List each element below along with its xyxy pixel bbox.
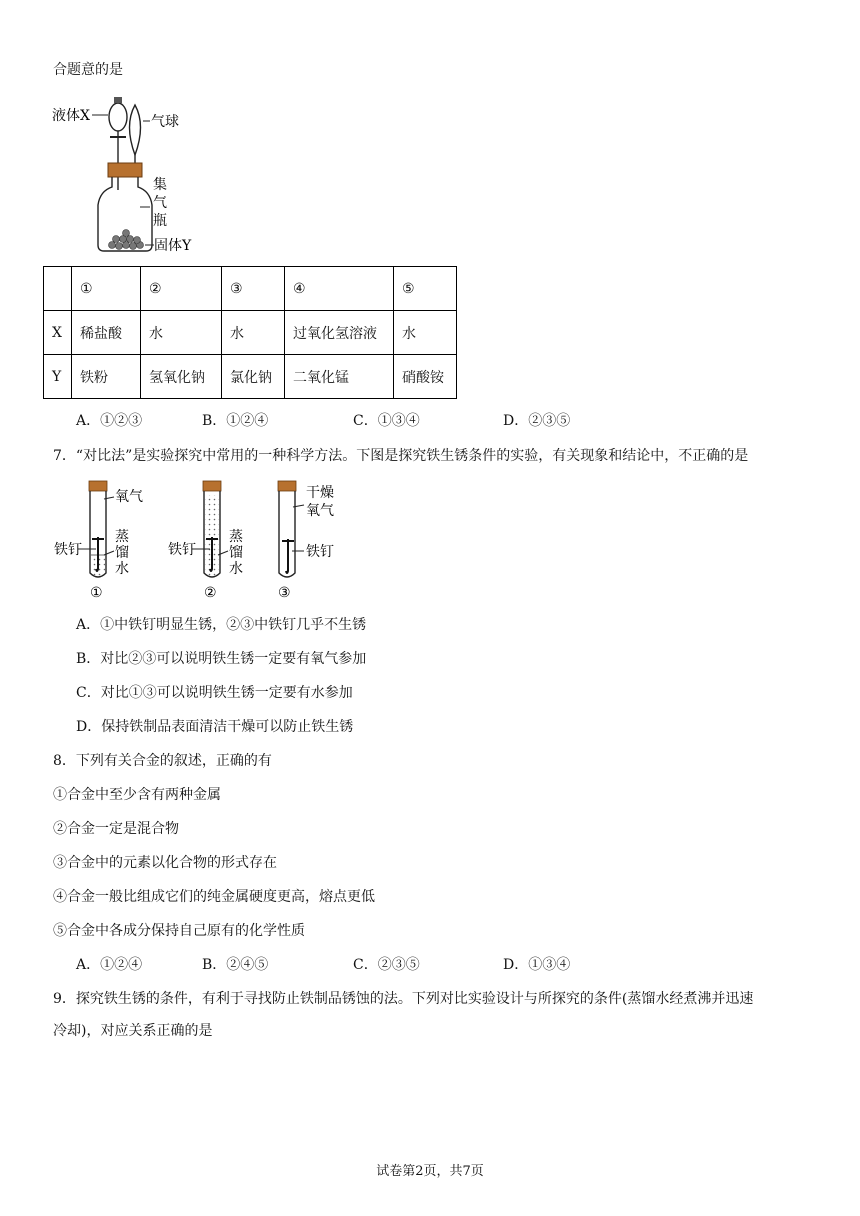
table-cell: 过氧化氢溶液	[285, 311, 394, 355]
q8-statement-1: ①合金中至少含有两种金属	[53, 787, 221, 803]
label-water-2b: 馏	[229, 545, 243, 561]
table-cell: 水	[222, 311, 285, 355]
table-cell: 稀盐酸	[72, 311, 141, 355]
table-cell: ②	[141, 267, 222, 311]
q8-option-d: D．①③④	[503, 957, 571, 973]
label-water-2a: 蒸	[229, 529, 243, 545]
q6-option-d: D．②③⑤	[503, 413, 571, 429]
q6-stem-tail: 合题意的是	[53, 62, 123, 78]
table-cell: 硝酸铵	[394, 355, 457, 399]
table-cell: 水	[141, 311, 222, 355]
table-row	[44, 311, 457, 355]
q8-option-b: B．②④⑤	[202, 957, 269, 973]
q6-reagent-table	[43, 266, 457, 399]
label-water-1b: 馏	[115, 545, 129, 561]
q9-stem-line-1: 9．探究铁生锈的条件，有利于寻找防止铁制品锈蚀的法。下列对比实验设计与所探究的条件(蒸馏水经煮沸并迅速	[53, 991, 754, 1007]
label-water-1c: 水	[115, 561, 129, 577]
q9-stem-line-2: 冷却)，对应关系正确的是	[53, 1023, 213, 1039]
table-cell: 氢氧化钠	[141, 355, 222, 399]
q7-test-tubes-figure	[52, 477, 352, 602]
q8-stem: 8．下列有关合金的叙述，正确的有	[53, 753, 272, 769]
table-cell: 氯化钠	[222, 355, 285, 399]
q8-option-a: A．①②④	[76, 957, 143, 973]
page-footer: 试卷第2页，共7页	[376, 1164, 484, 1179]
table-cell: ⑤	[394, 267, 457, 311]
table-row	[44, 355, 457, 399]
label-dry-2: 氧气	[306, 503, 334, 519]
table-cell	[44, 267, 72, 311]
table-cell: Y	[44, 355, 72, 399]
label-bottle-1: 集	[153, 177, 167, 193]
q6-apparatus-figure	[50, 95, 200, 260]
q8-statement-5: ⑤合金中各成分保持自己原有的化学性质	[53, 923, 305, 939]
table-cell: X	[44, 311, 72, 355]
label-water-2c: 水	[229, 561, 243, 577]
label-nail-1: 铁钉	[54, 542, 82, 558]
table-cell: 铁粉	[72, 355, 141, 399]
label-nail-3: 铁钉	[306, 544, 334, 560]
table-row	[44, 267, 457, 311]
label-bottle-3: 瓶	[153, 213, 167, 229]
q8-statement-4: ④合金一般比组成它们的纯金属硬度更高，熔点更低	[53, 889, 375, 905]
table-cell: ①	[72, 267, 141, 311]
q7-option-b: B．对比②③可以说明铁生锈一定要有氧气参加	[76, 651, 367, 667]
q7-option-a: A．①中铁钉明显生锈，②③中铁钉几乎不生锈	[76, 617, 367, 633]
q6-option-a: A．①②③	[76, 413, 143, 429]
q7-option-c: C．对比①③可以说明铁生锈一定要有水参加	[76, 685, 353, 701]
q6-option-b: B．①②④	[202, 413, 269, 429]
label-tube-2: ②	[204, 585, 217, 601]
label-bottle-2: 气	[153, 195, 167, 211]
label-solid-y: 固体Y	[154, 238, 192, 254]
table-cell: 水	[394, 311, 457, 355]
q7-option-d: D．保持铁制品表面清洁干燥可以防止铁生锈	[76, 719, 354, 735]
q6-option-c: C．①③④	[353, 413, 420, 429]
label-oxygen: 氧气	[115, 489, 143, 505]
q8-statement-3: ③合金中的元素以化合物的形式存在	[53, 855, 277, 871]
label-tube-1: ①	[90, 585, 103, 601]
table-cell: ③	[222, 267, 285, 311]
table-cell: ④	[285, 267, 394, 311]
table-cell: 二氧化锰	[285, 355, 394, 399]
label-dry-1: 干燥	[306, 485, 334, 501]
label-water-1a: 蒸	[115, 529, 129, 545]
label-liquid-x: 液体X	[52, 108, 90, 124]
q8-option-c: C．②③⑤	[353, 957, 420, 973]
q8-statement-2: ②合金一定是混合物	[53, 821, 179, 837]
q7-stem: 7．“对比法”是实验探究中常用的一种科学方法。下图是探究铁生锈条件的实验，有关现象和结论中，不正确的是	[53, 448, 749, 464]
label-nail-2: 铁钉	[168, 542, 196, 558]
label-tube-3: ③	[278, 585, 291, 601]
label-balloon: 气球	[151, 114, 179, 130]
